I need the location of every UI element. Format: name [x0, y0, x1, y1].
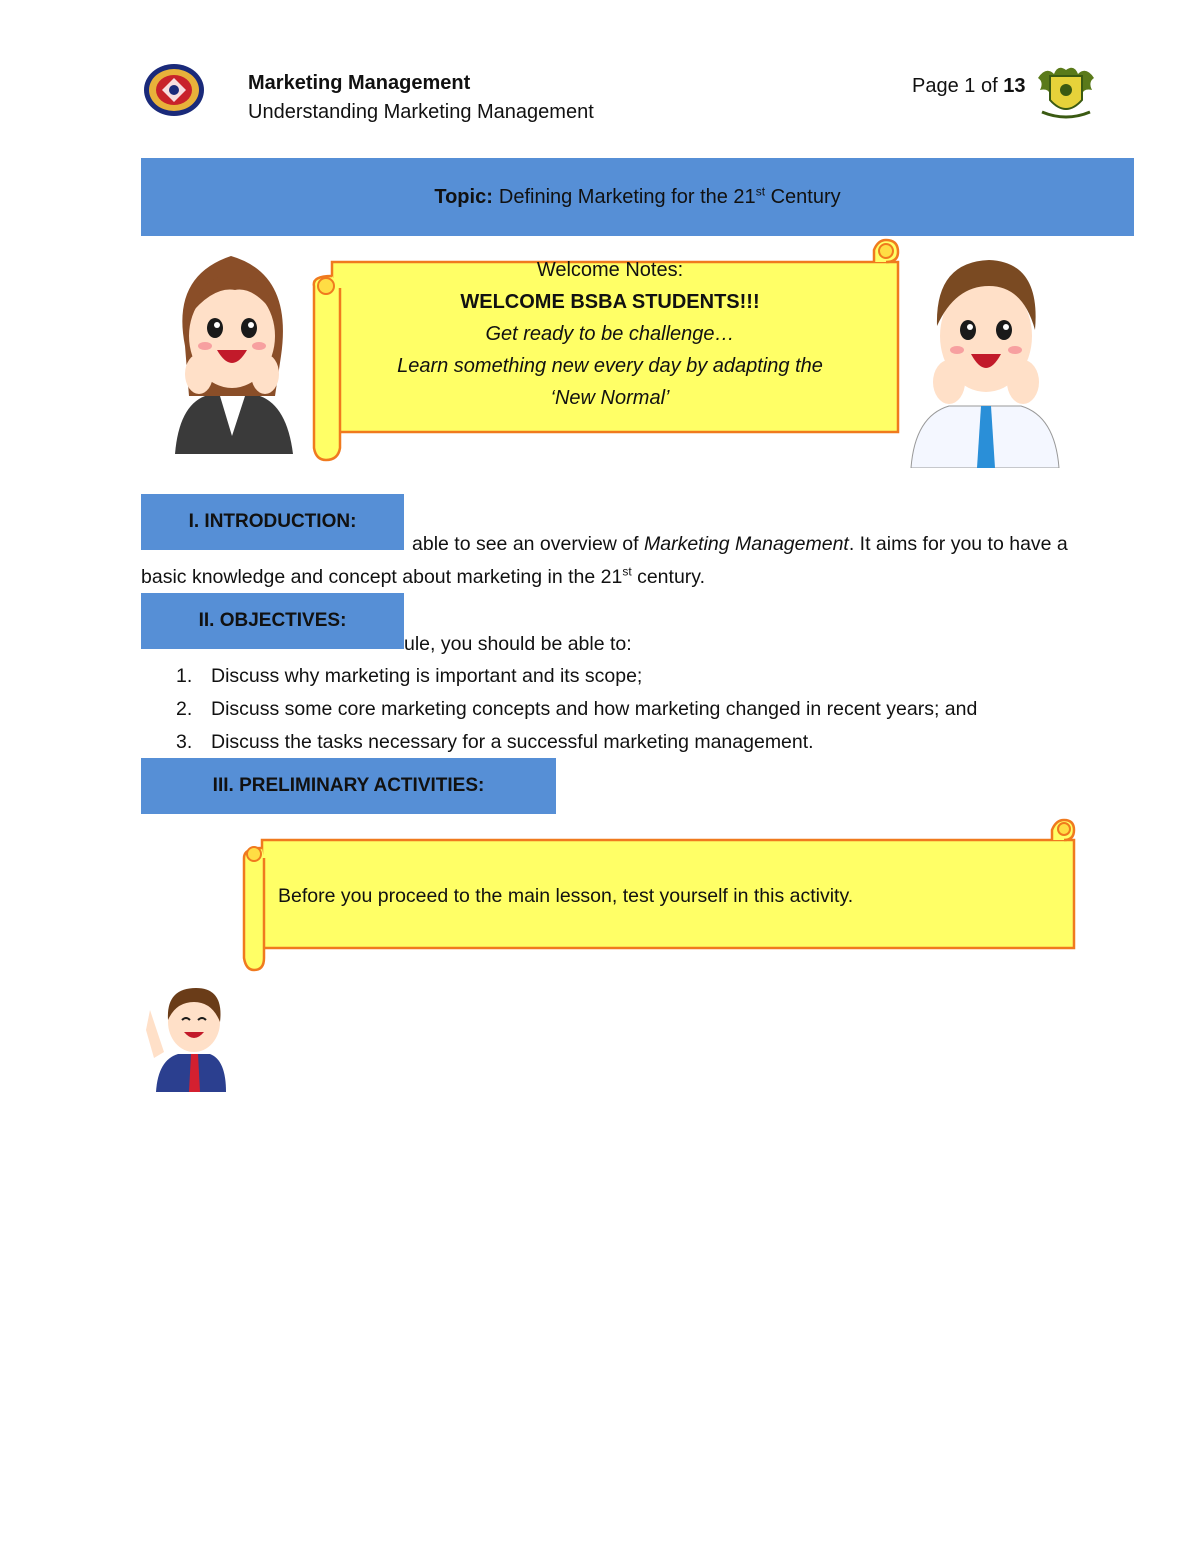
- university-seal-icon: [142, 62, 206, 118]
- welcome-line-3: ‘New Normal’: [550, 387, 670, 409]
- page-indicator: [912, 75, 1025, 98]
- objective-text: Discuss some core marketing concepts and how marketing changed in recent years; and: [211, 698, 978, 720]
- topic-bar: [141, 158, 1134, 236]
- pointing-boy-illustration: [138, 980, 228, 1092]
- objectives-list: [176, 660, 977, 759]
- introduction-line-2: [141, 561, 705, 593]
- objective-number: 3.: [176, 731, 193, 753]
- college-crest-icon: [1032, 58, 1100, 126]
- objectives-tab: II. OBJECTIVES:: [141, 593, 404, 649]
- page-total: 13: [1003, 75, 1026, 97]
- course-title: Marketing Management: [248, 72, 471, 94]
- objective-item: [176, 660, 977, 693]
- page-of: of: [980, 75, 998, 97]
- topic-label: Topic:: [434, 185, 493, 208]
- welcome-line-1: Get ready to be challenge…: [485, 323, 735, 345]
- welcome-line-2: Learn something new every day by adapting the: [397, 355, 823, 377]
- topic-text-main: Defining Marketing for the 21: [498, 185, 756, 208]
- introduction-tab: I. INTRODUCTION:: [141, 494, 404, 550]
- intro-text-end: . It aims for you to have a: [848, 533, 1068, 555]
- intro-italic: Marketing Management: [643, 533, 849, 555]
- intro-line2-end: century.: [631, 566, 706, 588]
- intro-text-visible: able to see an overview of: [412, 533, 644, 555]
- objective-item: [176, 726, 977, 759]
- boy-cartoon-illustration: [905, 246, 1065, 468]
- topic-text: [498, 183, 841, 209]
- preliminary-scroll-text: Before you proceed to the main lesson, test yourself in this activity.: [278, 885, 854, 907]
- topic-text-end: Century: [765, 185, 841, 208]
- objectives-lead: ule, you should be able to:: [404, 633, 632, 655]
- welcome-notes: [340, 254, 880, 414]
- topic-sup: st: [755, 183, 766, 198]
- page-current: 1: [964, 75, 976, 97]
- intro-line2-sup: st: [622, 564, 632, 579]
- welcome-headline: WELCOME BSBA STUDENTS!!!: [460, 291, 760, 313]
- objective-text: Discuss why marketing is important and its scope;: [211, 665, 643, 687]
- module-title: Understanding Marketing Management: [248, 101, 594, 123]
- introduction-line-1: [412, 528, 1068, 560]
- objective-number: 1.: [176, 665, 193, 687]
- objective-number: 2.: [176, 698, 193, 720]
- objective-text: Discuss the tasks necessary for a successful marketing management.: [211, 731, 814, 753]
- preliminary-activities-tab: III. PRELIMINARY ACTIVITIES:: [141, 758, 556, 814]
- intro-line2-main: basic knowledge and concept about marketing in the 21: [141, 566, 623, 588]
- welcome-heading: Welcome Notes:: [536, 259, 684, 281]
- page-prefix: Page: [912, 75, 959, 97]
- objective-item: [176, 693, 977, 726]
- girl-cartoon-illustration: [165, 246, 300, 454]
